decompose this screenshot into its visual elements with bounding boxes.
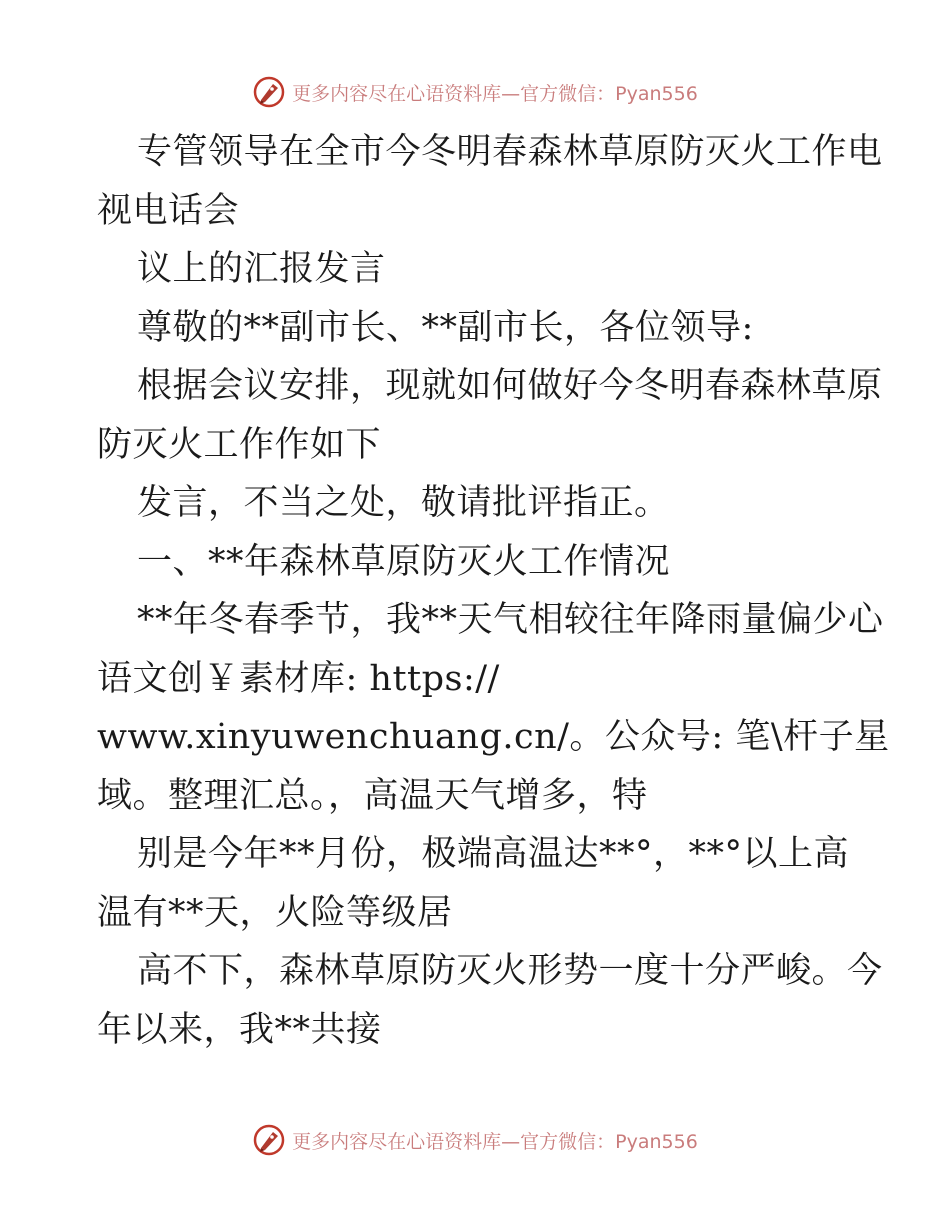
document-body	[97, 123, 890, 1059]
doc-line-paragraph: 语文创￥素材库: https://	[97, 658, 500, 699]
doc-line-paragraph: 高不下，森林草原防灭火形势一度十分严峻。今	[137, 951, 883, 991]
doc-line-paragraph: 温有**天，火险等级居	[97, 892, 453, 933]
doc-line-paragraph: 域。整理汇总。，高温天气增多，特	[97, 775, 648, 816]
doc-line-paragraph: 年以来，我**共接	[97, 1009, 382, 1050]
banner-text: 更多内容尽在心语资料库—官方微信：Pyan556	[292, 1130, 698, 1153]
doc-line-paragraph: 根据会议安排，现就如何做好今冬明春森林草原	[137, 366, 883, 406]
doc-line-paragraph: 别是今年**月份，极端高温达**°，**°以上高	[137, 834, 850, 874]
doc-line-title-1: 专管领导在全市今冬明春森林草原防灭火工作电	[137, 132, 883, 172]
doc-line-salutation: 尊敬的**副市长、**副市长，各位领导:	[137, 307, 754, 348]
doc-line-paragraph: 防灭火工作作如下	[97, 424, 382, 465]
doc-line-title-3: 议上的汇报发言	[137, 249, 386, 289]
banner-text: 更多内容尽在心语资料库—官方微信：Pyan556	[292, 82, 698, 105]
doc-line-paragraph: 发言，不当之处，敬请批评指正。	[137, 483, 670, 523]
footer-banner	[0, 1120, 950, 1160]
header-banner	[0, 72, 950, 112]
doc-line-paragraph: www.xinyuwenchuang.cn/。公众号: 笔\杆子星	[97, 717, 890, 757]
pen-nib-logo-icon	[252, 75, 286, 109]
doc-line-title-2: 视电话会	[97, 190, 240, 231]
pen-nib-logo-icon	[252, 1123, 286, 1157]
doc-line-section-heading: 一、**年森林草原防灭火工作情况	[137, 541, 671, 582]
doc-line-paragraph: **年冬春季节，我**天气相较往年降雨量偏少心	[137, 600, 884, 640]
